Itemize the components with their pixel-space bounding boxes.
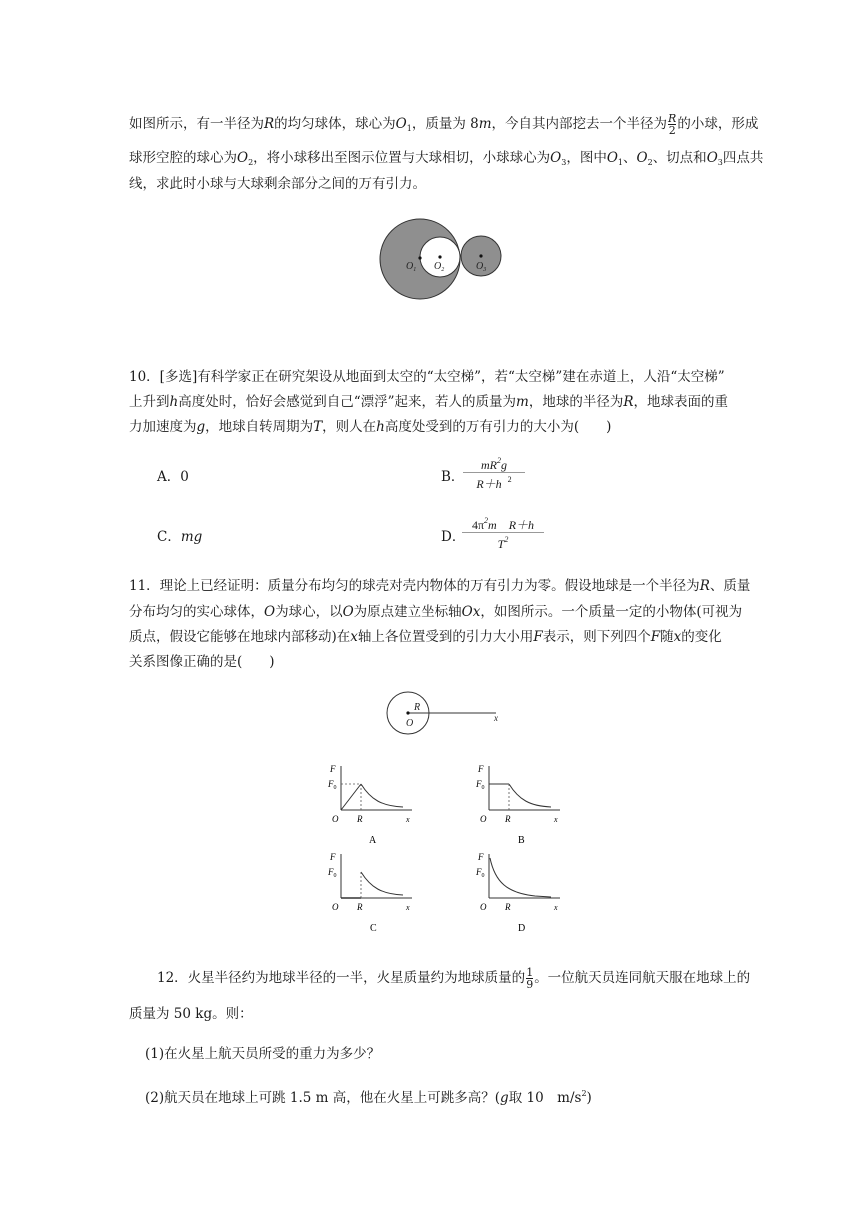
graph-d-decay-curve <box>490 858 551 897</box>
q9-line-1: 如图所示，有一半径为R的均匀球体，球心为$O_1$，质量为 8m，今自其内部挖去一个半径为 $\frac{R}{2}$ 的小球，形成 <box>129 112 759 137</box>
graph-d-f0-label: $F_0$ <box>476 867 485 879</box>
graph-b-x-label: x <box>554 815 558 824</box>
option-d-denominator: $T^2$ <box>497 535 509 551</box>
graph-c-label: C <box>370 923 377 934</box>
center-o1-dot <box>418 256 421 259</box>
graph-c-r-label: R <box>357 902 363 912</box>
q10-line-2: 上升到h高度处时，恰好会感觉到自己“漂浮”起来，若人的质量为m，地球的半径为R，地球表面的重 <box>129 394 728 410</box>
graph-a-r-label: R <box>357 814 363 824</box>
label-o2: $O_2$ <box>434 261 445 273</box>
graph-a <box>327 760 427 850</box>
graph-c-x-label: x <box>406 903 410 912</box>
graph-d-r-label: R <box>505 902 511 912</box>
option-d-numerator: $4\pi^2m$ R＋h <box>471 516 535 532</box>
origin-dot <box>406 711 409 714</box>
graph-b-f-label: F <box>478 764 484 774</box>
graph-c-f0-label: $F_0$ <box>328 867 337 879</box>
q10-line-1: 10．[多选]有科学家正在研究架设从地面到太空的“太空梯”，若“太空梯”建在赤道上，人沿“太空梯” <box>129 369 725 385</box>
graph-c-decay-curve <box>361 872 403 895</box>
graph-d-f-label: F <box>478 852 484 862</box>
earth-axis-diagram <box>384 690 514 740</box>
option-b-numerator: $mR^2g$ <box>481 456 507 472</box>
option-b-label: B． <box>441 469 465 485</box>
graph-b-f0-label: $F_0$ <box>476 779 485 791</box>
option-d-label: D． <box>441 529 466 545</box>
graph-b-r-label: R <box>505 814 511 824</box>
q9-line-3: 线，求此时小球与大球剩余部分之间的万有引力。 <box>129 176 426 192</box>
graph-d <box>475 848 575 938</box>
fraction-one-ninth: $\frac{1}{9}$ <box>526 966 534 991</box>
graph-c-o-label: O <box>332 902 339 912</box>
graph-b-decay-curve <box>509 784 551 807</box>
graph-a-linear-segment <box>341 784 361 810</box>
center-o2-dot <box>438 255 441 258</box>
option-b-fraction <box>463 456 525 492</box>
label-o1: $O_1$ <box>406 261 417 273</box>
graph-a-o-label: O <box>332 814 339 824</box>
option-c-label: C．mg <box>157 529 203 545</box>
label-r: R <box>414 702 421 713</box>
q11-line-3: 质点，假设它能够在地球内部移动)在x轴上各位置受到的引力大小用F表示，则下列四个F随x的变化 <box>129 629 722 645</box>
graph-a-f-label: F <box>330 764 336 774</box>
option-a: A．0 <box>157 469 189 485</box>
center-o3-dot <box>479 254 482 257</box>
q10-line-3: 力加速度为g，地球自转周期为T，则人在h高度处受到的万有引力的大小为( ) <box>129 419 612 435</box>
graph-b <box>475 760 575 850</box>
option-d-fraction <box>462 516 544 552</box>
label-x: x <box>494 713 498 723</box>
sphere-cavity-diagram <box>372 217 512 307</box>
graph-d-x-label: x <box>554 903 558 912</box>
q12-sub-1: (1)在火星上航天员所受的重力为多少？ <box>145 1046 381 1062</box>
q12-sub-2: (2)航天员在地球上可跳 1.5 m 高，他在火星上可跳多高？(g取 10 $m/s^2$) <box>145 1089 592 1106</box>
graph-d-o-label: O <box>480 902 487 912</box>
option-b-denominator: R＋h $^2$ <box>476 475 512 491</box>
q11-line-4: 关系图像正确的是( ) <box>129 654 275 670</box>
q11-line-1: 11．理论上已经证明：质量分布均匀的球壳对壳内物体的万有引力为零。假设地球是一个半径为R、质量 <box>129 578 751 594</box>
graph-a-decay-curve <box>361 784 403 807</box>
graph-b-label: B <box>518 835 525 846</box>
q12-line-2: 质量为 50 kg。则： <box>129 1006 253 1022</box>
graph-c-f-label: F <box>330 852 336 862</box>
graph-a-f0-label: $F_0$ <box>328 779 337 791</box>
label-o: O <box>406 718 414 729</box>
graph-c <box>327 848 427 938</box>
graph-b-o-label: O <box>480 814 487 824</box>
q11-line-2: 分布均匀的实心球体，O为球心，以O为原点建立坐标轴Ox，如图所示。一个质量一定的小物体(可视为 <box>129 604 743 620</box>
q12-line-1: 12．火星半径约为地球半径的一半，火星质量约为地球质量的 $\frac{1}{9}$ 。一位航天员连同航天服在地球上的 <box>157 966 751 991</box>
label-o3: $O_3$ <box>476 261 487 273</box>
graph-a-x-label: x <box>406 815 410 824</box>
fraction-r-over-2: $\frac{R}{2}$ <box>668 112 677 137</box>
q9-line-2: 球形空腔的球心为$O_2$，将小球移出至图示位置与大球相切，小球球心为$O_3$，图中$O_1$、$O_2$、切点和$O_3$四点共 <box>129 150 764 167</box>
graph-d-label: D <box>518 923 526 934</box>
graph-a-label: A <box>369 835 377 846</box>
